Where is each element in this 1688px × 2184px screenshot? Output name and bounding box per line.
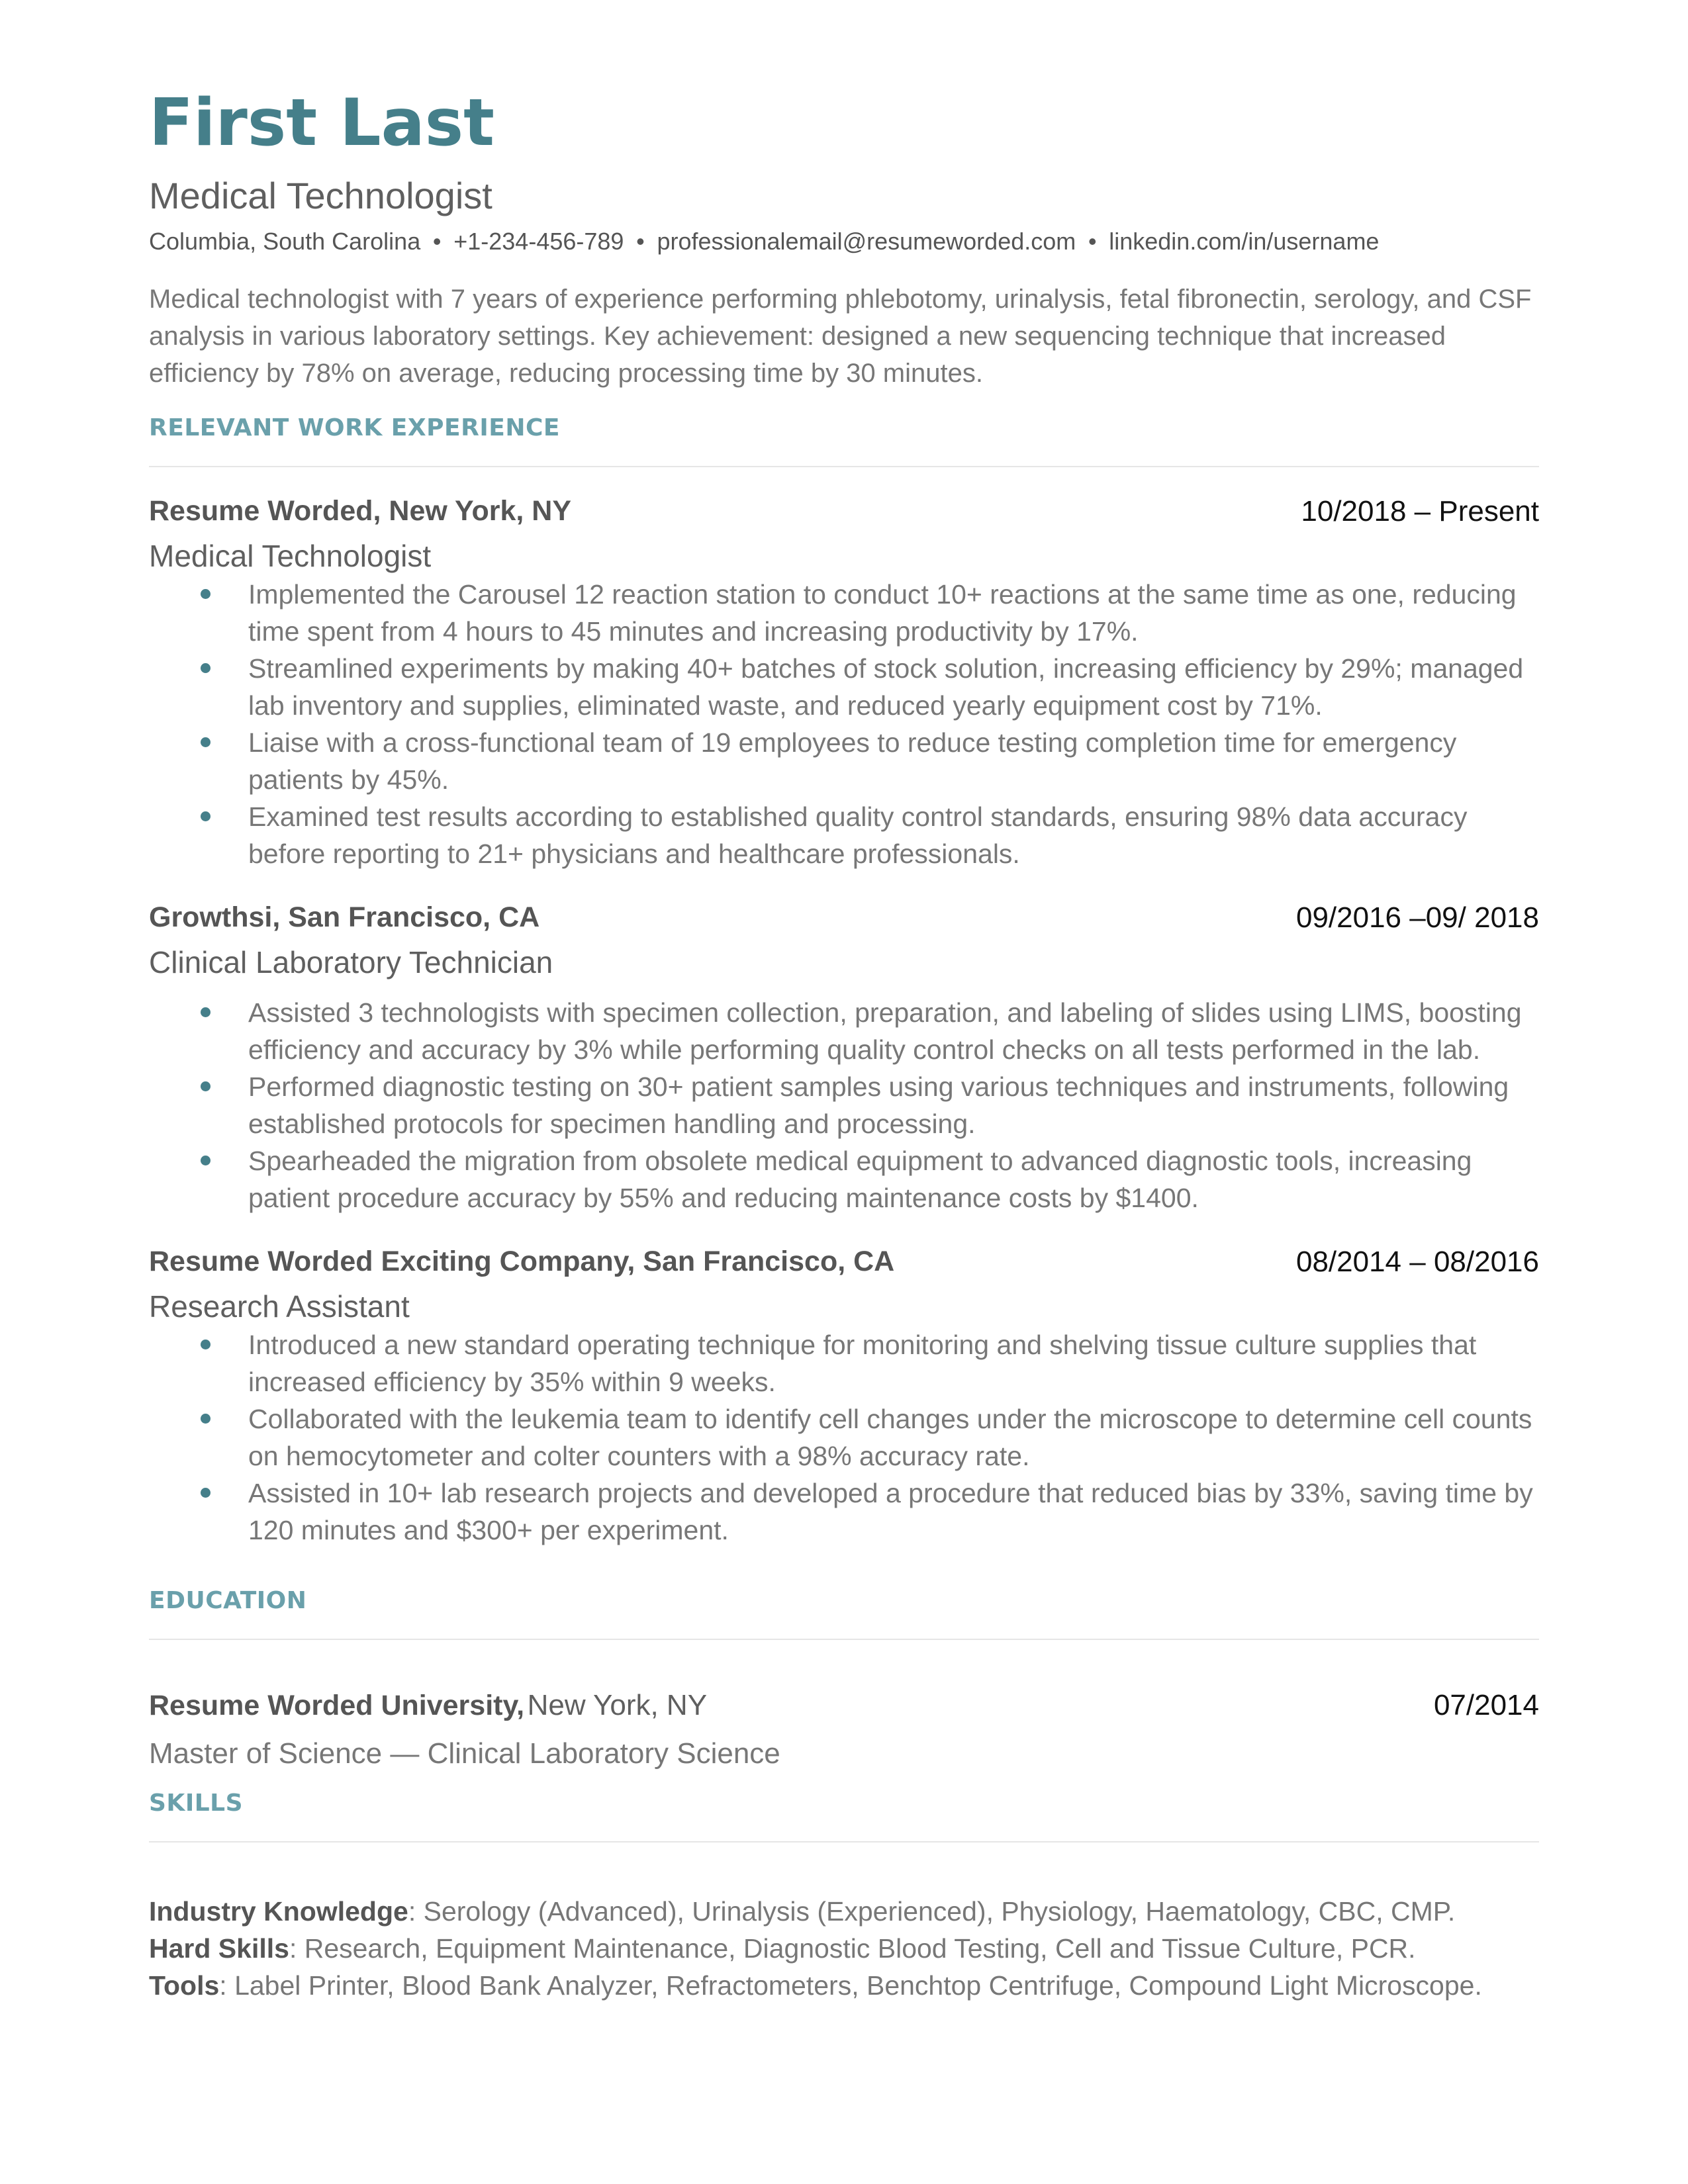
job-header — [149, 901, 1539, 942]
bullet-dot-icon — [201, 737, 211, 747]
contact-separator: • — [636, 228, 645, 255]
list-item: Liaise with a cross-functional team of 19 employees to reduce testing completion time for emergency patients by 45%. — [149, 724, 1539, 798]
bullet-dot-icon — [201, 589, 211, 599]
list-item: Streamlined experiments by making 40+ batches of stock solution, increasing efficiency by 29%; managed lab inventory and supplies, eliminated waste, and reduced yearly equipment cost by 71%. — [149, 650, 1539, 724]
education-header — [149, 1689, 1539, 1730]
education-degree: Master of Science — Clinical Laboratory Science — [149, 1737, 780, 1770]
job-dates: 08/2014 – 08/2016 — [1295, 1246, 1539, 1278]
education-divider — [149, 1639, 1539, 1640]
job-company: Growthsi, San Francisco, CA — [149, 901, 540, 933]
job-bullets — [149, 994, 1539, 1216]
list-item: Implemented the Carousel 12 reaction station to conduct 10+ reactions at the same time as one, reducing time spent from 4 hours to 45 minutes and increasing productivity by 17%. — [149, 576, 1539, 650]
job-role: Research Assistant — [149, 1289, 410, 1324]
job-role: Clinical Laboratory Technician — [149, 945, 553, 979]
job-dates: 09/2016 –09/ 2018 — [1295, 901, 1539, 934]
skill-label: Hard Skills — [149, 1933, 289, 1964]
experience-divider — [149, 466, 1539, 467]
job-header — [149, 1246, 1539, 1287]
job-entry — [149, 1246, 1539, 1549]
skill-line — [149, 1893, 1539, 1930]
list-item: Examined test results according to established quality control standards, ensuring 98% data accuracy before reporting to 21+ physicians and healthcare professionals. — [149, 798, 1539, 872]
candidate-title: Medical Technologist — [149, 175, 492, 216]
skill-line — [149, 1930, 1539, 1967]
contact-linkedin[interactable]: linkedin.com/in/username — [1109, 228, 1380, 255]
skill-label: Tools — [149, 1970, 220, 2001]
contact-email[interactable]: professionalemail@resumeworded.com — [657, 228, 1076, 255]
bullet-dot-icon — [201, 1340, 211, 1349]
skill-text: : Research, Equipment Maintenance, Diagnostic Blood Testing, Cell and Tissue Culture, PCR. — [289, 1933, 1416, 1964]
bullet-dot-icon — [201, 1156, 211, 1165]
skill-line — [149, 1967, 1539, 2004]
job-company: Resume Worded Exciting Company, San Francisco, CA — [149, 1246, 895, 1277]
skill-label: Industry Knowledge — [149, 1896, 408, 1927]
contact-phone: +1-234-456-789 — [453, 228, 624, 255]
skills-heading: SKILLS — [149, 1790, 244, 1817]
bullet-dot-icon — [201, 1488, 211, 1498]
job-bullets — [149, 576, 1539, 872]
bullet-dot-icon — [201, 663, 211, 673]
education-location: New York, NY — [527, 1689, 708, 1721]
summary-paragraph: Medical technologist with 7 years of experience performing phlebotomy, urinalysis, fetal fibronectin, serology, and CSF analysis in various laboratory settings. Key achievement: designed a new sequencing technique that increased efficiency by 78% on average, reducing processing time by 30 minutes. — [149, 285, 1532, 388]
list-item: Assisted in 10+ lab research projects and developed a procedure that reduced bias by 33%, saving time by 120 minutes and $300+ per experiment. — [149, 1475, 1539, 1549]
job-entry — [149, 901, 1539, 1216]
contact-separator: • — [432, 228, 442, 255]
bullet-dot-icon — [201, 1007, 211, 1017]
skill-text: : Serology (Advanced), Urinalysis (Experienced), Physiology, Haematology, CBC, CMP. — [408, 1896, 1456, 1927]
candidate-name: First Last — [149, 85, 494, 161]
education-entry — [149, 1689, 1539, 1774]
list-item: Assisted 3 technologists with specimen collection, preparation, and labeling of slides using LIMS, boosting efficiency and accuracy by 3% while performing quality control checks on all tests performed in the lab. — [149, 994, 1539, 1068]
list-item: Spearheaded the migration from obsolete medical equipment to advanced diagnostic tools, increasing patient procedure accuracy by 55% and reducing maintenance costs by $1400. — [149, 1142, 1539, 1216]
contact-separator: • — [1088, 228, 1097, 255]
job-company: Resume Worded, New York, NY — [149, 495, 572, 527]
education-school: Resume Worded University, — [149, 1690, 525, 1721]
skill-text: : Label Printer, Blood Bank Analyzer, Refractometers, Benchtop Centrifuge, Compound Light Microscope. — [219, 1970, 1482, 2001]
job-role: Medical Technologist — [149, 539, 432, 573]
job-dates: 10/2018 – Present — [1301, 495, 1539, 527]
job-bullets — [149, 1326, 1539, 1549]
skills-list — [149, 1893, 1539, 2004]
experience-heading: RELEVANT WORK EXPERIENCE — [149, 414, 560, 441]
list-item: Introduced a new standard operating technique for monitoring and shelving tissue culture supplies that increased efficiency by 35% within 9 weeks. — [149, 1326, 1539, 1400]
education-date: 07/2014 — [1433, 1689, 1539, 1721]
bullet-dot-icon — [201, 1414, 211, 1424]
skills-divider — [149, 1841, 1539, 1843]
contact-line — [149, 226, 1379, 257]
bullet-dot-icon — [201, 1081, 211, 1091]
education-heading: EDUCATION — [149, 1587, 307, 1614]
contact-location: Columbia, South Carolina — [149, 228, 421, 255]
job-entry — [149, 495, 1539, 872]
bullet-dot-icon — [201, 811, 211, 821]
list-item: Collaborated with the leukemia team to identify cell changes under the microscope to determine cell counts on hemocytometer and colter counters with a 98% accuracy rate. — [149, 1400, 1539, 1475]
job-header — [149, 495, 1539, 536]
education-school-line — [149, 1689, 707, 1722]
list-item: Performed diagnostic testing on 30+ patient samples using various techniques and instruments, following established protocols for specimen handling and processing. — [149, 1068, 1539, 1142]
